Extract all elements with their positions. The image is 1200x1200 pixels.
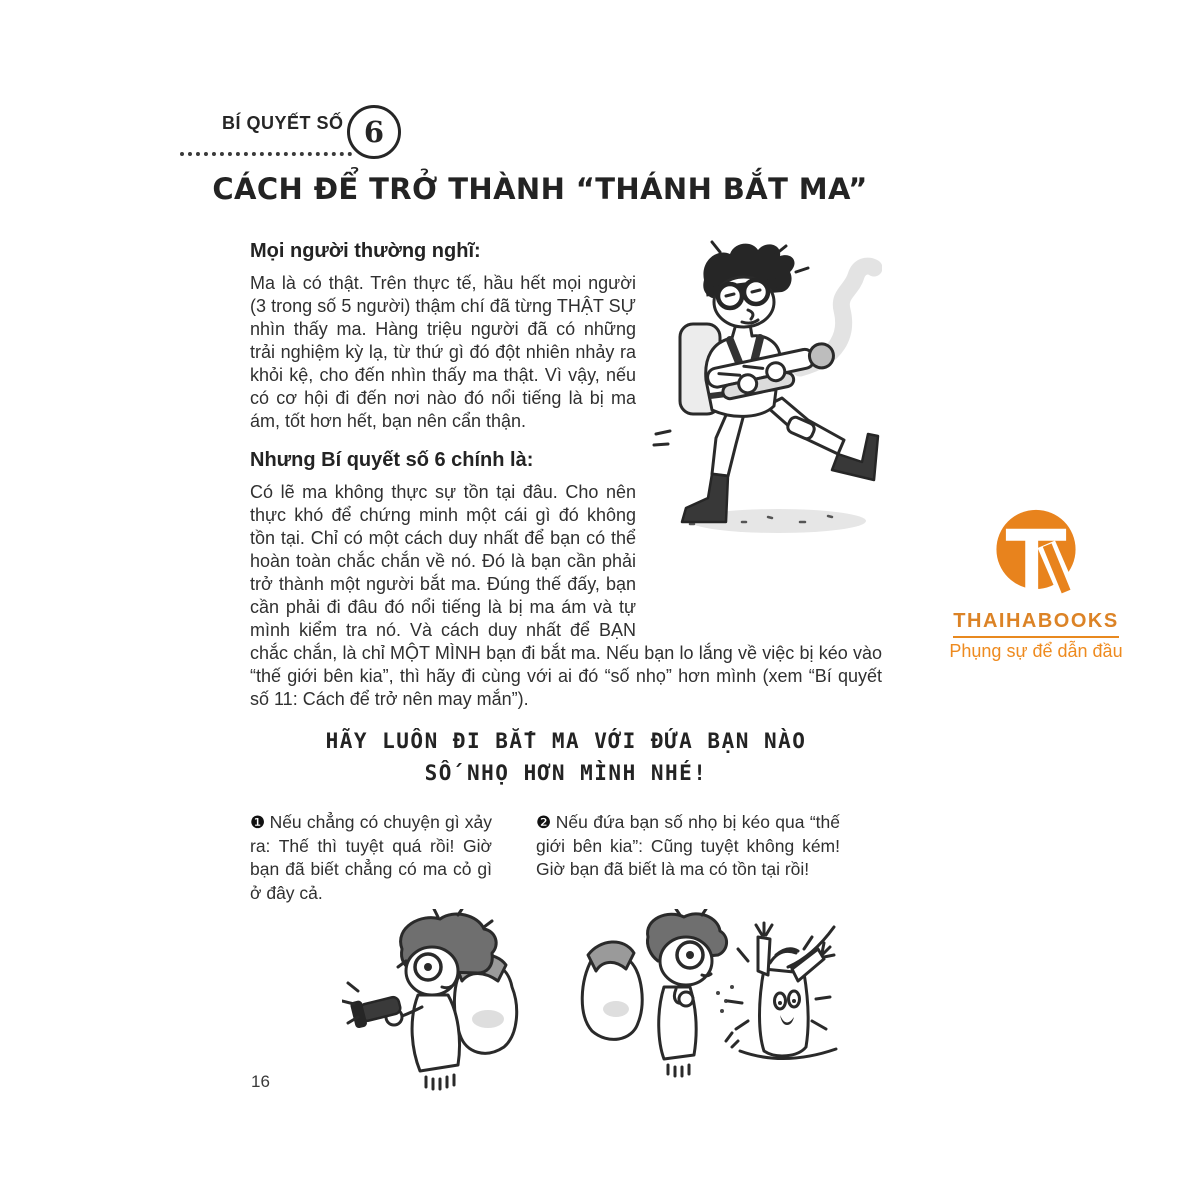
kid-flashlight-illustration [342, 909, 560, 1105]
ghost-hunter-cartoon-svg [650, 238, 882, 538]
numbered-bullet-2-icon: ❷ [536, 813, 552, 832]
publisher-tagline: Phụng sự để dẫn đầu [949, 641, 1123, 661]
numbered-bullet-1-icon: ❶ [250, 813, 266, 832]
callout-line-1: HÃY LUÔN ĐI BẮT MA VỚI ĐỨA BẠN NÀO [325, 729, 807, 753]
section-body-2: Có lẽ ma không thực sự tồn tại đâu. Cho nên thực khó để chứng minh một cái gì đó không tồn tại. Chỉ có một cách duy nhất để bạn có thể hoàn toàn chắc chắn về nó. Đó là bạn cần phải trở thành một người bắt ma. Đúng thế đấy, bạn cần phải đi đâu đó nổi tiếng là bị ma ám và tự mình kiểm tra nó. Và cách duy nhất để BẠN chắc chắn, là chỉ MỘT MÌNH bạn đi bắt ma. Nếu bạn lo lắng về việc bị kéo vào “thế giới bên kia”, thì hãy đi cùng với ai đó “số nhọ” hơn mình (xem “Bí quyết số 11: Cách để trở nên may mắn”). [250, 482, 882, 709]
publisher-logo [948, 508, 1124, 662]
dashed-rule [180, 152, 352, 156]
outcome-2-text: Nếu đứa bạn số nhọ bị kéo qua “thế giới bên kia”: Cũng tuyệt không kém! Giờ bạn đã biết là ma có tồn tại rồi! [536, 812, 840, 879]
callout-line-2: SỐ NHỌ HƠN MÌNH NHÉ! [424, 761, 708, 785]
outcome-1-text: Nếu chẳng có chuyện gì xảy ra: Thế thì tuyệt quá rồi! Giờ bạn đã biết chẳng có ma cỏ gì ở đây cả. [250, 812, 492, 903]
section-heading-1: Mọi người thường nghĩ: [250, 240, 481, 262]
thaihabooks-logo-icon [993, 508, 1079, 608]
kid-flashlight-cartoon-svg [342, 909, 560, 1105]
section-body-1: Ma là có thật. Trên thực tế, hầu hết mọi người (3 trong số 5 người) thậm chí đã từng THẬT SỰ nhìn thấy ma. Hàng triệu người đã có những trải nghiệm kỳ lạ, từ thứ gì đó đột nhiên nhảy ra khỏi kệ, cho đến nhìn thấy ma thật. Vì vậy, nếu có cơ hội đi đến nơi nào đó nổi tiếng là bị ma ám, tốt hơn hết, bạn nên cẩn thận. [250, 273, 636, 431]
ghost-hunter-illustration [650, 238, 882, 626]
kid-ghost-illustration [572, 909, 840, 1095]
page-title: CÁCH ĐỂ TRỞ THÀNH “THÁNH BẮT MA” [212, 172, 868, 206]
main-text-column [250, 238, 882, 1105]
kid-ghost-cartoon-svg [572, 909, 840, 1095]
chapter-kicker [180, 103, 440, 163]
callout-advice [250, 725, 882, 789]
chapter-number-badge: 6 [347, 105, 401, 159]
chapter-label: BÍ QUYẾT SỐ [222, 113, 344, 133]
outcome-columns [250, 811, 882, 905]
outcome-1 [250, 811, 492, 905]
publisher-brand-name: THAIHABOOKS [953, 610, 1118, 638]
section-heading-2: Nhưng Bí quyết số 6 chính là: [250, 449, 534, 471]
bottom-illustrations [250, 909, 882, 1105]
page-number: 16 [251, 1072, 270, 1091]
outcome-2 [536, 811, 840, 905]
